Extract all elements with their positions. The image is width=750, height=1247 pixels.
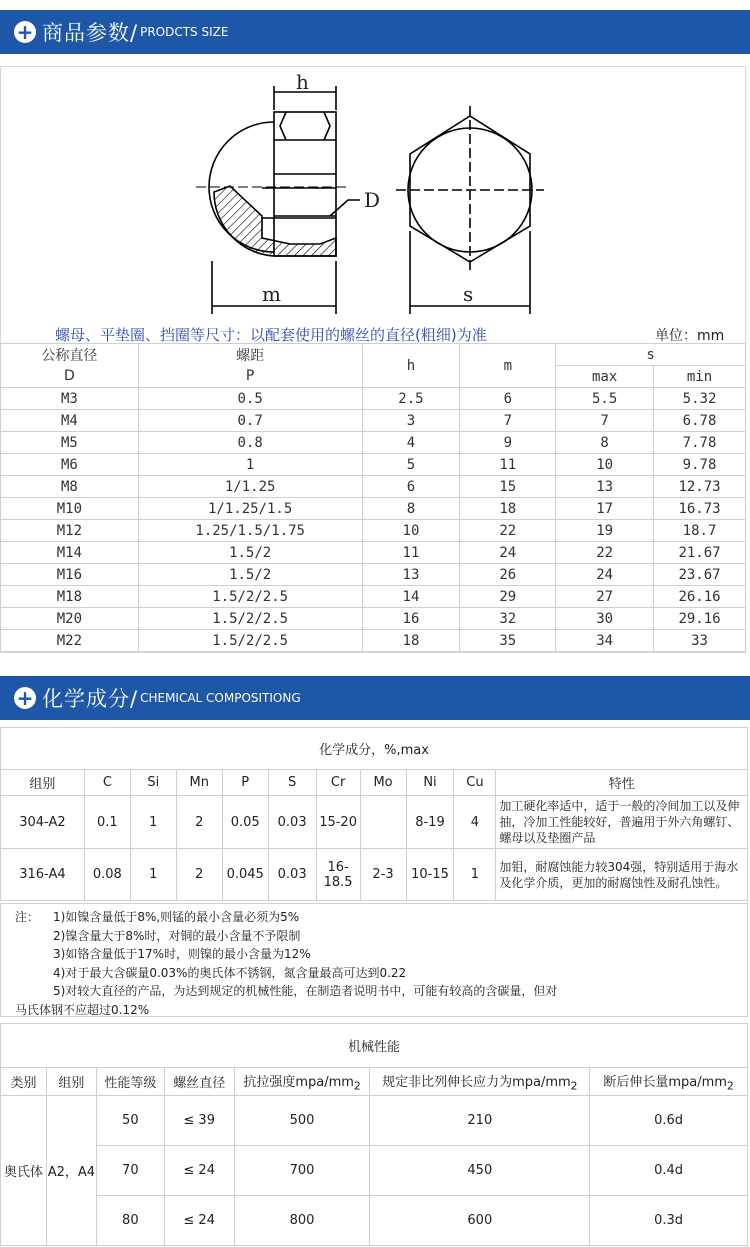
section-title-en: PRODCTS SIZE [140,25,229,39]
size-cell: 30 [556,608,654,630]
size-cell: 3 [362,410,460,432]
section-title-cn: 化学成分/ [42,687,139,711]
plus-icon: + [14,21,36,43]
size-cell: M18 [1,586,139,608]
table-row [1,498,746,520]
size-cell: 1.5/2/2.5 [138,630,362,652]
chem-cell: 0.08 [84,849,130,901]
size-cell: 22 [556,542,654,564]
header-min: min [654,366,746,388]
label-s: s [463,282,474,306]
size-cell: 0.5 [138,388,362,410]
header-nominal: 公称直径 D [1,344,139,388]
table-row [1,432,746,454]
size-cell: 23.67 [654,564,746,586]
header-m: m [460,344,556,388]
chem-cell: 0.03 [268,796,316,849]
size-cell: 13 [362,564,460,586]
chem-cell: 1 [130,796,176,849]
note-line: 马氏体钢不应超过0.12% [15,1002,150,1017]
chem-cell: 2-3 [360,849,406,901]
size-cell: 0.8 [138,432,362,454]
mech-h-tensile: 抗拉强度mpa/$mm_2$ [234,1068,370,1096]
mech-cell: ≤ 39 [164,1096,234,1146]
size-cell: 9.78 [654,454,746,476]
chem-property-cell: 加工硬化率适中，适于一般的冷间加工以及伸抽，冷加工性能较好，普遍用于外六角螺钉、螺母以及垫圈产品 [496,796,748,849]
size-cell: 7 [556,410,654,432]
mech-cell: 210 [370,1096,590,1146]
chem-header-cell: Cr [316,770,360,796]
size-cell: M8 [1,476,139,498]
header-max: max [556,366,654,388]
chem-header-cell: P [222,770,268,796]
size-table [0,343,746,652]
size-cell: 1.5/2/2.5 [138,608,362,630]
chem-header-cell: 组别 [1,770,85,796]
mechanical-table [0,1023,748,1246]
size-cell: M12 [1,520,139,542]
table-row [1,410,746,432]
note-line: 3)如铬含量低于17%时，则镍的最小含量为12% [53,947,311,961]
size-cell: 27 [556,586,654,608]
note-line: 5)对较大直径的产品，为达到规定的机械性能，在制造者说明书中，可能有较高的含碳量，但对 [53,984,558,998]
size-cell: 11 [362,542,460,564]
table-row [1,564,746,586]
size-cell: 10 [362,520,460,542]
chem-header-cell: Mn [176,770,222,796]
mech-cell: 450 [370,1146,590,1196]
chem-cell: 8-19 [406,796,454,849]
size-cell: 1.5/2/2.5 [138,586,362,608]
mech-h-grade: 性能等级 [96,1068,164,1096]
mech-cell: 0.3d [590,1196,748,1246]
mech-cell: 800 [234,1196,370,1246]
note-line: 4)对于最大含碳量0.03%的奥氏体不锈钢，氮含量最高可达到0.22 [53,965,407,980]
size-cell: 22 [460,520,556,542]
label-h: h [296,70,309,94]
size-cell: 8 [362,498,460,520]
size-cell: M6 [1,454,139,476]
size-cell: 24 [556,564,654,586]
size-cell: M10 [1,498,139,520]
size-cell: 18 [362,630,460,652]
chem-header-cell: C [84,770,130,796]
table-row [1,630,746,652]
chem-cell: 304-A2 [1,796,85,849]
mech-cell: 50 [96,1096,164,1146]
size-cell: 16 [362,608,460,630]
mech-type-cell: 奥氏体 [1,1096,47,1246]
size-cell: 1.5/2 [138,564,362,586]
mech-h-group: 组别 [46,1068,96,1096]
size-cell: 16.73 [654,498,746,520]
size-cell: 33 [654,630,746,652]
chem-header-cell: Mo [360,770,406,796]
size-cell: M20 [1,608,139,630]
chem-cell: 1 [454,849,496,901]
size-cell: 24 [460,542,556,564]
table-row [1,849,748,901]
chem-property-cell: 加钼，耐腐蚀能力较304强，特别适用于海水及化学介质，更加的耐腐蚀性及耐孔蚀性。 [496,849,748,901]
chem-cell: 0.1 [84,796,130,849]
chem-cell [360,796,406,849]
size-cell: 9 [460,432,556,454]
size-cell: 19 [556,520,654,542]
notes-block [0,903,748,1017]
size-cell: 29 [460,586,556,608]
size-cell: 0.7 [138,410,362,432]
chem-cell: 1 [130,849,176,901]
chem-cell: 2 [176,849,222,901]
section-title-en: CHEMICAL COMPOSITIONG [140,691,301,705]
mech-cell: 600 [370,1196,590,1246]
section-title-cn: 商品参数/ [42,21,139,45]
table-row [1,542,746,564]
chem-header-cell: 特性 [496,770,748,796]
size-cell: 18.7 [654,520,746,542]
mech-caption: 机械性能 [1,1024,748,1068]
size-cell: M22 [1,630,139,652]
table-row [1,586,746,608]
notes-label: 注： [15,910,40,924]
mech-cell: 0.4d [590,1146,748,1196]
size-cell: 15 [460,476,556,498]
size-cell: 35 [460,630,556,652]
table-row [1,520,746,542]
size-cell: M16 [1,564,139,586]
size-cell: 5 [362,454,460,476]
size-cell: 6 [460,388,556,410]
chem-cell: 4 [454,796,496,849]
mech-group-cell: A2，A4 [46,1096,96,1246]
chem-header-cell: S [268,770,316,796]
size-cell: 34 [556,630,654,652]
mech-h-dia: 螺丝直径 [164,1068,234,1096]
chemical-table [0,727,748,901]
size-cell: 10 [556,454,654,476]
table-row [1,454,746,476]
size-cell: M5 [1,432,139,454]
size-cell: 1/1.25/1.5 [138,498,362,520]
chem-header-cell: Si [130,770,176,796]
chem-cell: 2 [176,796,222,849]
chem-cell: 316-A4 [1,849,85,901]
chem-cell: 15-20 [316,796,360,849]
note-line: 1)如镍含量低于8%,则锰的最小含量必须为5% [53,910,300,924]
table-row [1,1146,748,1196]
chem-cell: 16-18.5 [316,849,360,901]
plus-icon: + [14,687,36,709]
size-cell: 6.78 [654,410,746,432]
table-row [1,608,746,630]
size-note: 螺母、平垫圈、挡圈等尺寸：以配套使用的螺丝的直径(粗细)为准 [55,326,487,344]
label-D: D [364,188,381,212]
size-cell: 26.16 [654,586,746,608]
mech-cell: 500 [234,1096,370,1146]
mech-h-yield: 规定非比列伸长应力为mpa/$mm_2$ [370,1068,590,1096]
unit-label: 单位：mm [655,328,725,344]
mech-cell: ≤ 24 [164,1146,234,1196]
label-m: m [262,282,281,306]
size-cell: 2.5 [362,388,460,410]
size-cell: 1.5/2 [138,542,362,564]
size-cell: 12.73 [654,476,746,498]
note-line: 2)镍含量大于8%时，对铜的最小含量不予限制 [53,928,301,943]
header-pitch: 螺距 P [138,344,362,388]
size-cell: 8 [556,432,654,454]
chem-cell: 10-15 [406,849,454,901]
table-row [1,796,748,849]
chem-header-cell: Cu [454,770,496,796]
table-row [1,1196,748,1246]
chem-cell: 0.05 [222,796,268,849]
section-banner-size [0,10,750,54]
size-cell: 21.67 [654,542,746,564]
size-cell: 5.5 [556,388,654,410]
mech-cell: 70 [96,1146,164,1196]
size-cell: 18 [460,498,556,520]
mech-cell: 700 [234,1146,370,1196]
size-cell: M14 [1,542,139,564]
size-cell: M3 [1,388,139,410]
header-h: h [362,344,460,388]
mech-cell: ≤ 24 [164,1196,234,1246]
mech-cell: 0.6d [590,1096,748,1146]
size-cell: 13 [556,476,654,498]
size-cell: 4 [362,432,460,454]
size-cell: 6 [362,476,460,498]
size-cell: 11 [460,454,556,476]
table-row [1,476,746,498]
section-banner-chemical [0,676,750,720]
size-cell: 26 [460,564,556,586]
header-s: s [556,344,746,366]
size-cell: 1.25/1.5/1.75 [138,520,362,542]
size-cell: 5.32 [654,388,746,410]
mech-h-type: 类别 [1,1068,47,1096]
mech-cell: 80 [96,1196,164,1246]
chem-header-cell: Ni [406,770,454,796]
size-cell: 17 [556,498,654,520]
size-cell: 29.16 [654,608,746,630]
size-cell: M4 [1,410,139,432]
size-cell: 14 [362,586,460,608]
size-cell: 32 [460,608,556,630]
size-cell: 7.78 [654,432,746,454]
chem-cell: 0.03 [268,849,316,901]
size-cell: 1 [138,454,362,476]
size-cell: 7 [460,410,556,432]
table-row [1,1096,748,1146]
chem-cell: 0.045 [222,849,268,901]
size-cell: 1/1.25 [138,476,362,498]
table-row [1,388,746,410]
chem-caption: 化学成分，%,max [1,728,748,770]
mech-h-elong: 断后伸长量mpa/$mm_2$ [590,1068,748,1096]
